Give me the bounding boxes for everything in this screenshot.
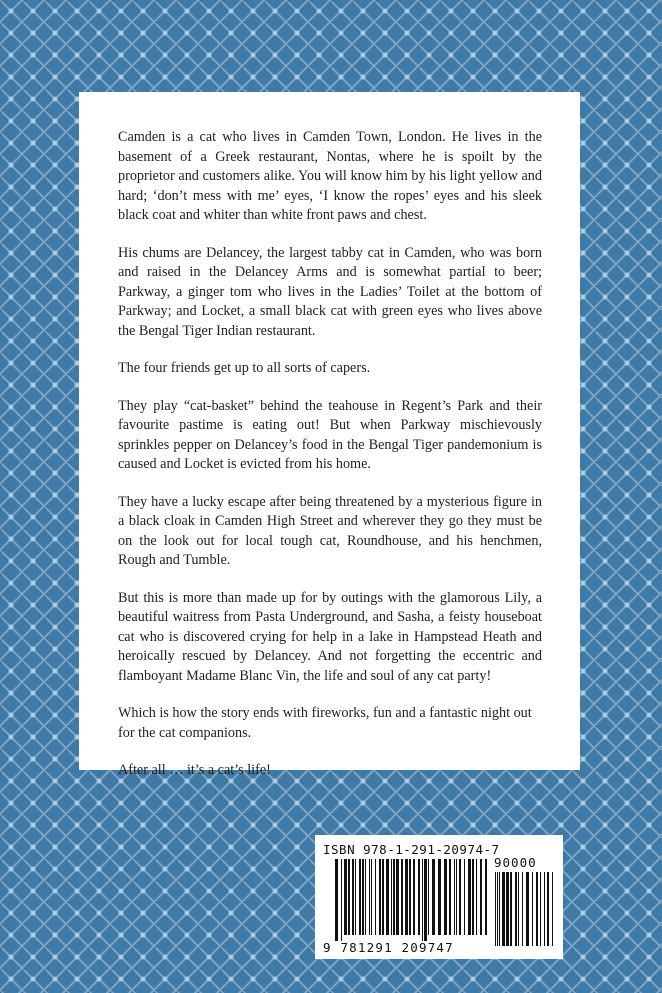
blurb-paragraph-6: But this is more than made up for by outings with the glamorous Lily, a beautiful waitress from Pasta Underground, and Sasha, a feisty houseboat cat who is discovered crying for help in a lake in Hampstead Heath and heroically rescued by Delancey. And not forgetting the eccentric and flamboyant Madame Blanc Vin, the life and soul of any cat party! xyxy=(118,589,542,684)
blurb-paragraph-3: The four friends get up to all sorts of capers. xyxy=(118,360,371,376)
barcode-addon-number: 90000 xyxy=(494,855,537,870)
blurb-panel xyxy=(79,92,580,778)
blurb-paragraph-5: They have a lucky escape after being threatened by a mysterious figure in a black cloak in Camden High Street and wherever they go they must be on the look out for local tough cat, Roundhouse, and his henchmen, Rough and Tumble. xyxy=(118,493,542,568)
blurb-paragraph-2: His chums are Delancey, the largest tabby cat in Camden, who was born and raised in the Delancey Arms and is somewhat partial to beer; Parkway, a ginger tom who lives in the Ladies’ Toilet at the bottom of Parkway; and Locket, a small black cat with green eyes who lives above the Bengal Tiger Indian restaurant. xyxy=(118,244,542,339)
blurb-paragraph-7: Which is how the story ends with fireworks, fun and a fantastic night out for the cat companions. xyxy=(118,705,532,741)
barcode-box xyxy=(315,835,563,959)
blurb-paragraph-4: They play “cat-basket” behind the teahouse in Regent’s Park and their favourite pastime is eating out! But when Parkway mischievously sprinkles pepper on Delancey’s food in the Bengal Tiger pandemonium is caused and Locket is evicted from his home. xyxy=(118,397,542,472)
barcode-bars xyxy=(335,859,487,941)
blurb-paragraph-1: Camden is a cat who lives in Camden Town, London. He lives in the basement of a Greek restaurant, Nontas, where he is spoilt by the proprietor and customers alike. You will know him by his light yellow and hard; ‘don’t mess with me’ eyes, ‘I know the ropes’ eyes and his sleek black coat and whiter than white front paws and chest. xyxy=(118,129,542,223)
barcode-addon-bars xyxy=(495,872,553,952)
isbn-label: ISBN 978-1-291-20974-7 xyxy=(323,842,500,857)
barcode-ean-digits: 9 781291 209747 xyxy=(323,940,454,955)
blurb-paragraph-8: After all … it’s a cat’s life! xyxy=(118,762,271,778)
